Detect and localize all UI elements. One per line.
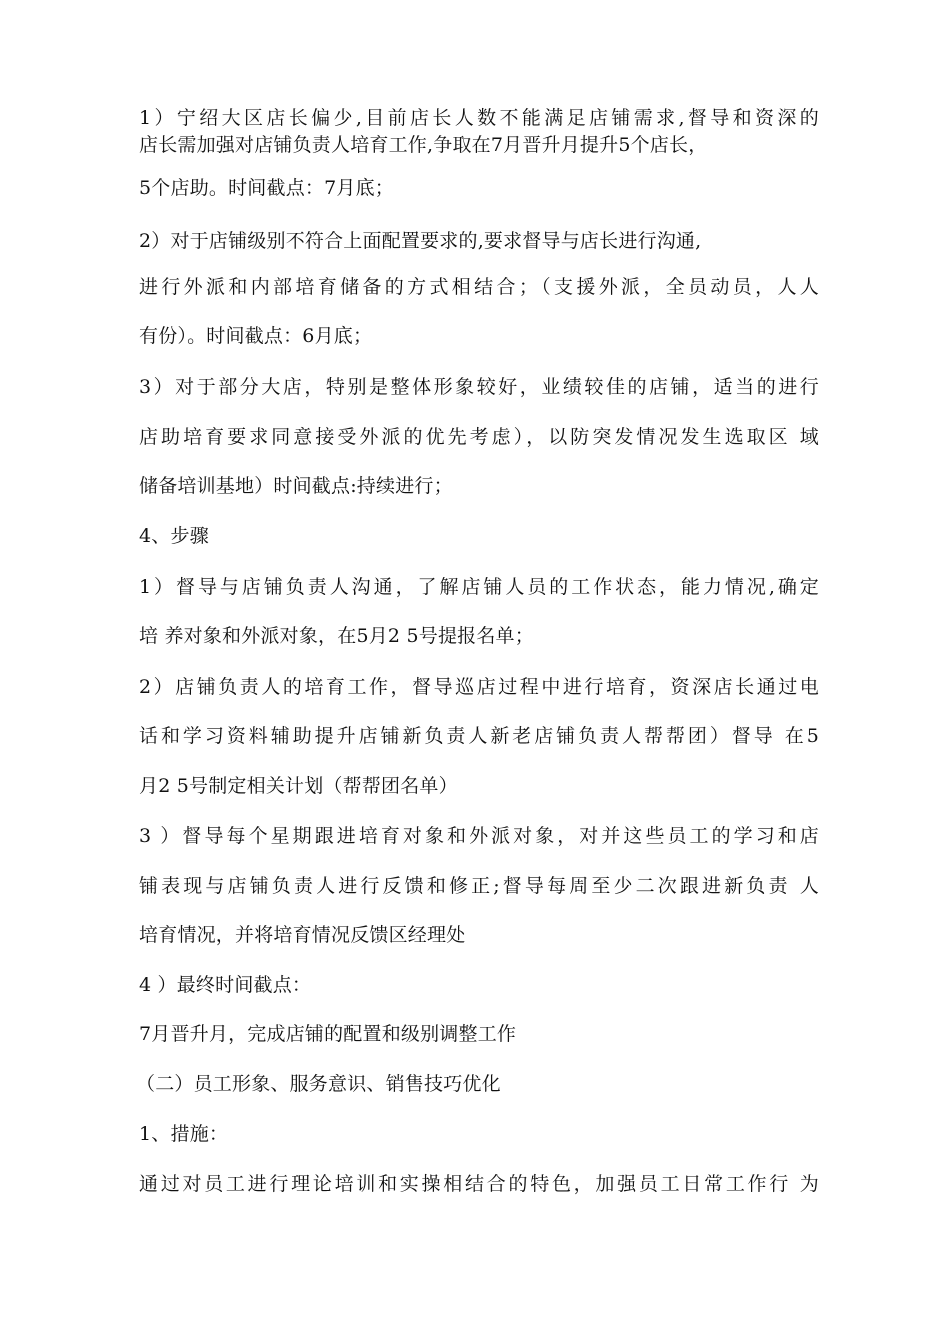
- paragraph-line-13: 2）店铺负责人的培育工作，督导巡店过程中进行培育，资深店长通过电: [139, 676, 819, 698]
- paragraph-line-19: 4 ）最终时间截点：: [139, 974, 312, 996]
- paragraph-line-14: 话和学习资料辅助提升店铺新负责人新老店铺负责人帮帮团）督导 在5: [139, 725, 819, 747]
- paragraph-line-3: 5个店助。时间截点：7月底；: [139, 177, 394, 199]
- paragraph-line-4: 2）对于店铺级别不符合上面配置要求的,要求督导与店长进行沟通,: [139, 230, 702, 252]
- paragraph-line-18: 培育情况，并将培育情况反馈区经理处: [139, 924, 466, 946]
- paragraph-line-1: 1）宁绍大区店长偏少,目前店长人数不能满足店铺需求,督导和资深的: [139, 107, 819, 129]
- paragraph-line-15: 月2 5号制定相关计划（帮帮团名单）: [139, 775, 458, 797]
- paragraph-line-9: 储备培训基地）时间截点:持续进行；: [139, 475, 453, 497]
- paragraph-line-20: 7月晋升月，完成店铺的配置和级别调整工作: [139, 1023, 517, 1045]
- paragraph-line-16: 3 ）督导每个星期跟进培育对象和外派对象，对并这些员工的学习和店: [139, 825, 819, 847]
- paragraph-line-17: 铺表现与店铺负责人进行反馈和修正;督导每周至少二次跟进新负责 人: [139, 875, 819, 897]
- paragraph-line-7: 3）对于部分大店，特别是整体形象较好，业绩较佳的店铺，适当的进行: [139, 376, 819, 398]
- paragraph-line-6: 有份）。时间截点：6月底；: [139, 325, 373, 347]
- paragraph-line-11: 1）督导与店铺负责人沟通，了解店铺人员的工作状态，能力情况,确定: [139, 576, 819, 598]
- section-heading-measures: 1、措施：: [139, 1123, 229, 1145]
- paragraph-line-5: 进行外派和内部培育储备的方式相结合；（支援外派，全员动员，人人: [139, 276, 819, 298]
- paragraph-line-2: 店长需加强对店铺负责人培育工作,争取在7月晋升月提升5个店长，: [139, 134, 708, 156]
- paragraph-line-8: 店助培育要求同意接受外派的优先考虑），以防突发情况发生选取区 域: [139, 426, 819, 448]
- paragraph-line-23: 通过对员工进行理论培训和实操相结合的特色，加强员工日常工作行 为: [139, 1173, 819, 1195]
- section-heading-steps: 4、步骤: [139, 525, 209, 547]
- paragraph-line-12: 培 养对象和外派对象，在5月2 5号提报名单；: [139, 625, 534, 647]
- section-heading-staff: （二）员工形象、服务意识、销售技巧优化: [136, 1073, 501, 1095]
